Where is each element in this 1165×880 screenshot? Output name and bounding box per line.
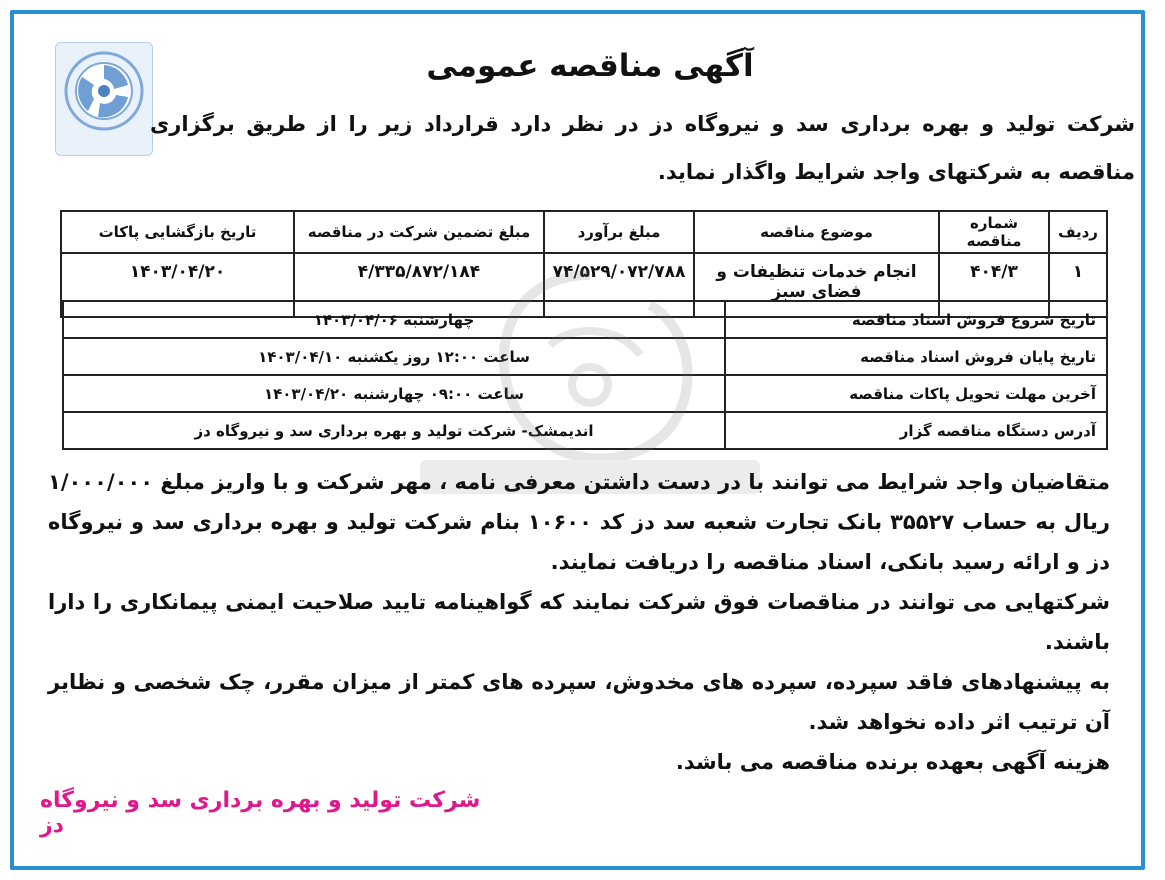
schedule-label: آدرس دستگاه مناقصه گزار (725, 412, 1107, 449)
schedule-value: چهارشنبه ۱۴۰۳/۰۴/۰۶ (63, 301, 725, 338)
schedule-value: اندیمشک- شرکت تولید و بهره برداری سد و نیروگاه دز (63, 412, 725, 449)
schedule-row (63, 375, 1107, 412)
schedule-label: آخرین مهلت تحویل پاکات مناقصه (725, 375, 1107, 412)
schedule-row (63, 338, 1107, 375)
table-header-row (61, 211, 1107, 253)
header-cell: ردیف (1049, 211, 1107, 253)
company-logo (55, 42, 153, 156)
table-cell: ۴۰۴/۳ (939, 253, 1049, 317)
page-title: آگهی مناقصه عمومی (426, 48, 754, 84)
paragraph: شرکتهایی می توانند در مناقصات فوق شرکت نمایند که گواهینامه تایید صلاحیت ایمنی پیمانکاری را دارا باشند. (48, 590, 1110, 654)
paragraph: هزینه آگهی بعهده برنده مناقصه می باشد. (675, 750, 1110, 774)
turbine-emblem (62, 49, 146, 133)
schedule-row (63, 412, 1107, 449)
table-cell: انجام خدمات تنظیفات و فضای سبز (694, 253, 939, 317)
header-cell: تاریخ بازگشایی پاکات (61, 211, 294, 253)
schedule-table (62, 300, 1108, 450)
header-cell: شماره مناقصه (939, 211, 1049, 253)
header-cell: مبلغ تضمین شرکت در مناقصه (294, 211, 544, 253)
schedule-label: تاریخ شروع فروش اسناد مناقصه (725, 301, 1107, 338)
table-cell: ۷۴/۵۲۹/۰۷۲/۷۸۸ (544, 253, 694, 317)
schedule-label: تاریخ پایان فروش اسناد مناقصه (725, 338, 1107, 375)
schedule-value: ساعت ۱۲:۰۰ روز یکشنبه ۱۴۰۳/۰۴/۱۰ (63, 338, 725, 375)
paragraph: متقاضیان واجد شرایط می توانند با در دست داشتن معرفی نامه ، مهر شرکت و با واریز مبلغ ۱/۰۰۰/۰۰۰ ریال به حساب ۳۵۵۲۷ بانک تجارت شعبه سد دز کد ۱۰۶۰۰ بنام شرکت تولید و بهره برداری سد و نیروگاه دز و ارائه رسید بانکی، اسناد مناقصه را دریافت نمایند. (48, 470, 1110, 574)
paragraph: به پیشنهادهای فاقد سپرده، سپرده های مخدوش، سپرده های کمتر از میزان مقرر، چک شخصی و نظایر آن ترتیب اثر داده نخواهد شد. (48, 670, 1110, 734)
table-cell: ۱ (1049, 253, 1107, 317)
table-cell: ۱۴۰۳/۰۴/۲۰ (61, 253, 294, 317)
intro-paragraph: شرکت تولید و بهره برداری سد و نیروگاه دز در نظر دارد قرارداد زیر را از طریق برگزاری مناقصه به شرکتهای واجد شرایط واگذار نماید. (150, 112, 1135, 184)
schedule-row (63, 301, 1107, 338)
header-cell: موضوع مناقصه (694, 211, 939, 253)
header-cell: مبلغ برآورد (544, 211, 694, 253)
company-signature: شرکت تولید و بهره برداری سد و نیروگاه دز (40, 788, 481, 838)
table-cell: ۴/۳۳۵/۸۷۲/۱۸۴ (294, 253, 544, 317)
schedule-value: ساعت ۰۹:۰۰ چهارشنبه ۱۴۰۳/۰۴/۲۰ (63, 375, 725, 412)
conditions-text (48, 462, 1110, 782)
